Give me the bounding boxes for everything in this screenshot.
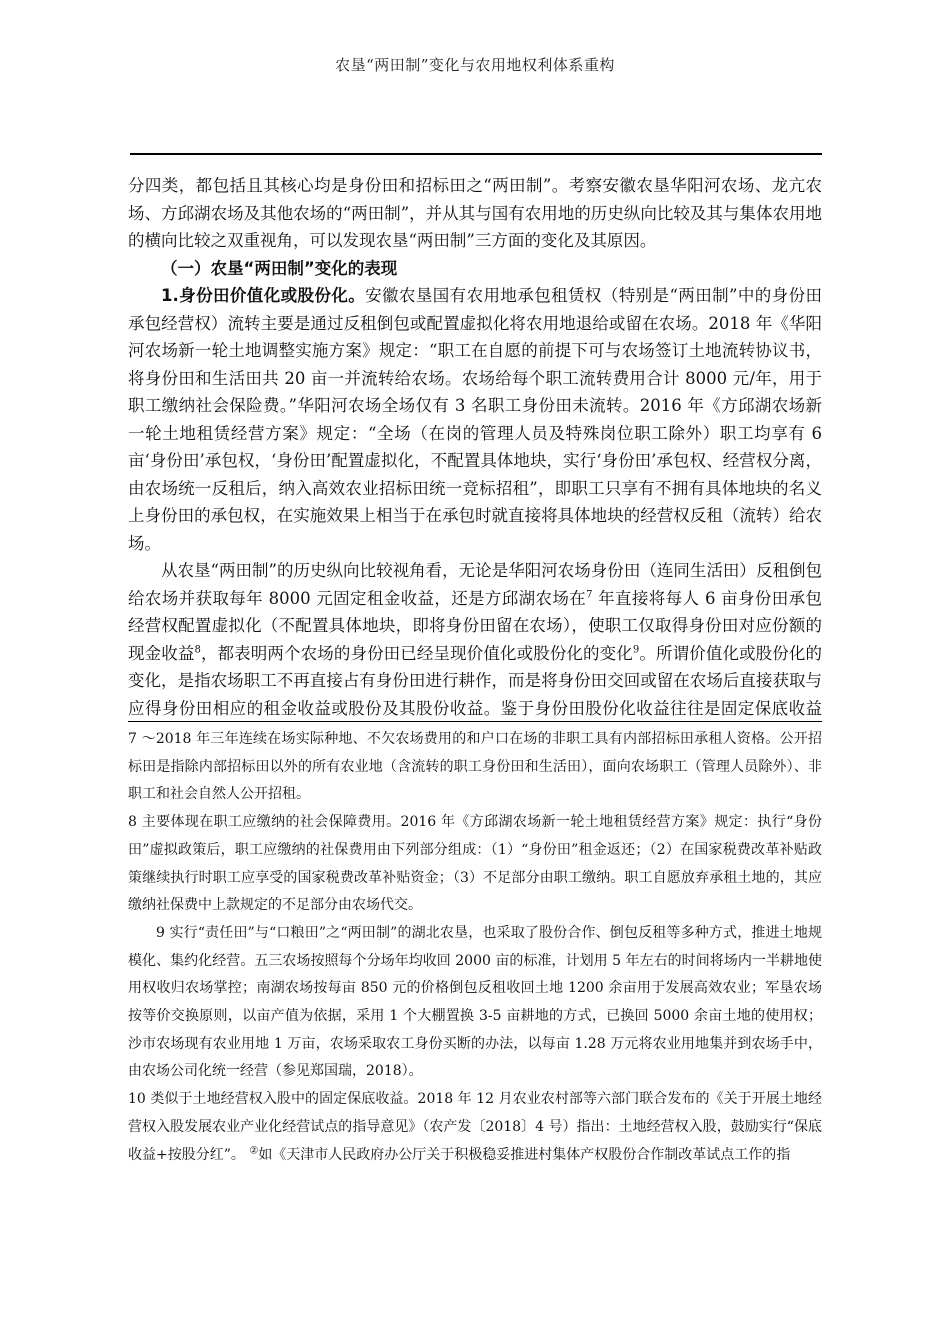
footnote-ref-9: 9: [632, 644, 640, 655]
footnote-7: 7 ～2018 年三年连续在场实际种地、不欠农场费用的和户口在场的非职工具有内部招标田承租人资格。公开招标田是指除内部招标田以外的所有农业地（含流转的职工身份田和生活田），面向农场职工（管理人员除外）、非职工和社会自然人公开招租。: [128, 731, 822, 803]
paragraph-lead-bold: 1.身份田价值化或股份化。: [161, 286, 366, 305]
footnote-9: 9 实行“责任田”与“口粮田”之“两田制”的湖北农垦，也采取了股份合作、倒包反租等多种方式，推进土地规模化、集约化经营。五三农场按照每个分场年均收回 2000 亩的标准，计划用 5 年左右的时间将场内一半耕地使用权收归农场掌控；南湖农场按每亩 850 元的价格倒包反租收回土地 1200 余亩用于发展高效农业；军垦农场按等价交换原则，以亩产值为依据，采用 1 个大棚置换 3-5 亩耕地的方式，已换回 5000 余亩土地的使用权；沙市农场现有农业用地 1 万亩，农场采取农工身份买断的办法，以每亩 1.28 万元将农业用地集并到农场手中，由农场公司化统一经营（参见郑国瑞，2018）。: [128, 924, 822, 1080]
footnote-8: 8 主要体现在职工应缴纳的社会保障费用。2016 年《方邱湖农场新一轮土地租赁经营方案》规定：执行“身份田”虚拟政策后，职工应缴纳的社保费用由下列部分组成：（1）“身份田”租金返还；（2）在国家税费改革补贴政策继续执行时职工应享受的国家税费改革补贴资金；（3）不足部分由职工缴纳。职工自愿放弃承租土地的，其应缴纳社保费中上款规定的不足部分由农场代交。: [128, 814, 822, 914]
footnote-10: [128, 1086, 822, 1169]
paragraph-segment: 从农垦“两田制”的历史纵向比较视角看，无论是华阳河农场身份田（连同生活田）反租倒包给农场并获取每年 8000 元固定租金收益，还是方邱湖农场在: [128, 561, 822, 608]
paragraph-continuation: 分四类，都包括且其核心均是身份田和招标田之“两田制”。考察安徽农垦华阳河农场、龙亢农场、方邱湖农场及其他农场的“两田制”，并从其与国有农用地的历史纵向比较及其与集体农用地的横向比较之双重视角，可以发现农垦“两田制”三方面的变化及其原因。: [128, 176, 822, 250]
footnote-ref-8: 8: [194, 644, 201, 655]
header-divider-line: [130, 153, 822, 155]
footnote-segment: 如《天津市人民政府办公厅关于积极稳妥推进村集体产权股份合作制改革试点工作的指: [258, 1146, 791, 1163]
paragraph-segment: 年直接将每人 6 亩身份田承包经营权配置虚拟化（不配置具体地块，即将身份田留在农场），使职工仅取得身份田对应份额的现金收益: [128, 588, 822, 663]
paragraph-segment: ，都表明两个农场的身份田已经呈现价值化或股份化的变化: [200, 643, 633, 663]
paragraph-body-text: 安徽农垦国有农用地承包租赁权（特别是“两田制”中的身份田承包经营权）流转主要是通过反租倒包或配置虚拟化将农用地退给或留在农场。2018 年《华阳河农场新一轮土地调整实施方案》规定：“职工在自愿的前提下可与农场签订土地流转协议书，将身份田和生活田共 20 亩一并流转给农场。农场给每个职工流转费用合计 8000 元/年，用于职工缴纳社会保险费。”华阳河农场全场仅有 3 名职工身份田未流转。2016 年《方邱湖农场新一轮土地租赁经营方案》规定：“全场（在岗的管理人员及特殊岗位职工除外）职工均享有 6 亩‘身份田’承包权，‘身份田’配置虚拟化，不配置具体地块，实行‘身份田’承包权、经营权分离，由农场统一反租后，纳入高效农业招标田统一竞标招租”，即职工只享有不拥有具体地块的名义上身份田的承包权，在实施效果上相当于在承包时就直接将具体地块的经营权反租（流转）给农场。: [128, 286, 822, 553]
paragraph-identity-field: [128, 282, 822, 557]
footnote-ref-7: 7: [586, 589, 593, 600]
body-text-block: [128, 172, 822, 722]
section-heading: （一）农垦“两田制”变化的表现: [161, 258, 398, 278]
paragraph-segment: 。所谓价值化或股份化的变化，是指农场职工不再直接占有身份田进行耕作，而是将身份田交回或留在农场后直接获取与应得身份田相应的租金收益或股份及其股份收益。鉴于身份田股份化收益往往是固定保底收益: [128, 643, 822, 718]
footnote-segment: 10 类似于土地经营权入股中的固定保底收益。2018 年 12 月农业农村部等六部门联合发布的《关于开展土地经营权入股发展农业产业化经营试点的指导意见》（农产发〔2018〕4 号）指出：土地经营权入股，鼓励实行“保底收益+按股分红”。: [128, 1091, 822, 1163]
paragraph-historical-comparison: [128, 557, 822, 722]
footnote-inner-ref: ②: [249, 1144, 259, 1156]
footnotes-block: [128, 726, 822, 1176]
page-header-title: 农垦“两田制”变化与农用地权利体系重构: [335, 56, 615, 74]
footnote-separator-line: [128, 721, 822, 722]
